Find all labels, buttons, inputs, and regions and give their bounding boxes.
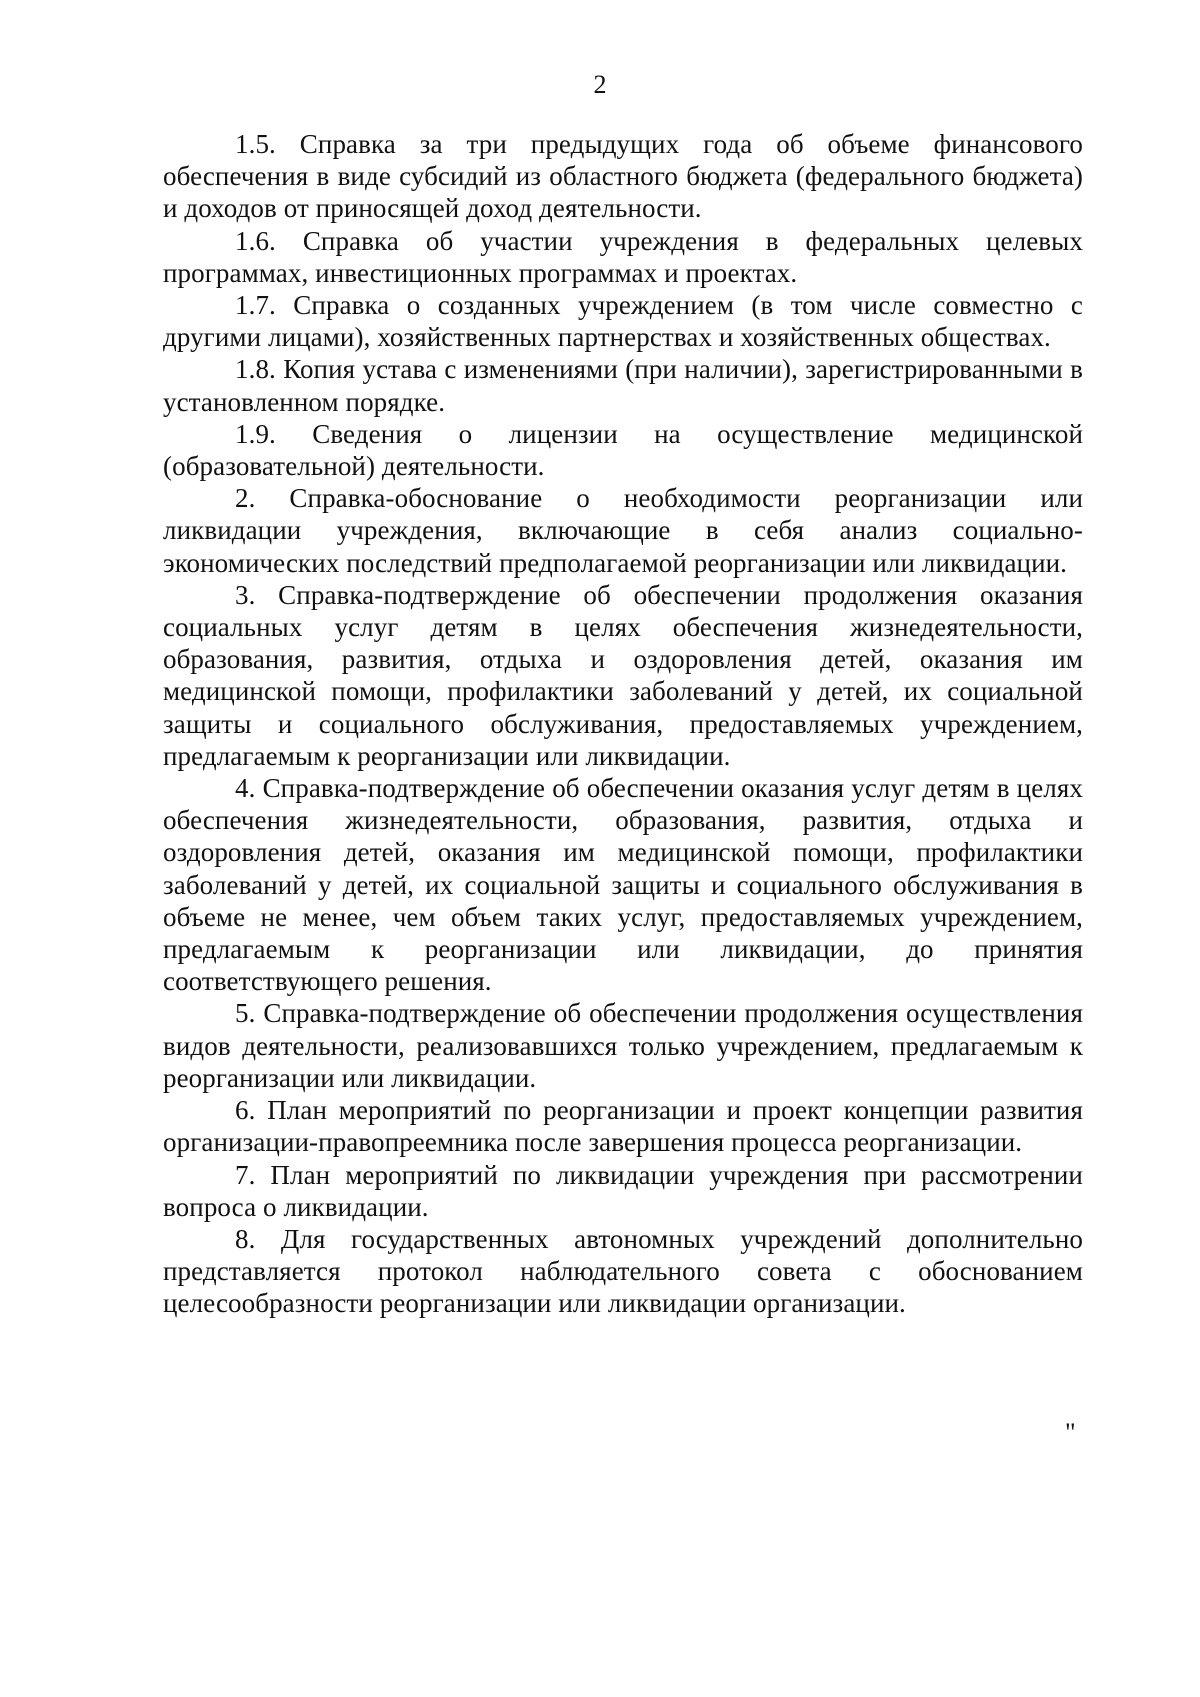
paragraph-1-5: 1.5. Справка за три предыдущих года об объеме финансового обеспечения в виде субсидий из областного бюджета (федерального бюджета) и доходов от приносящей доход деятельности. [163,129,1083,224]
paragraph-3: 3. Справка-подтверждение об обеспечении продолжения оказания социальных услуг детям в целях обеспечения жизнедеятельности, образования, развития, отдыха и оздоровления детей, оказания им медицинской помощи, профилактики заболеваний у детей, их социальной защиты и социального обслуживания, предоставляемых учреждением, предлагаемым к реорганизации или ликвидации. [163,579,1083,771]
closing-quote-mark: " [1065,1418,1076,1447]
paragraph-5: 5. Справка-подтверждение об обеспечении продолжения осуществления видов деятельности, реализовавшихся только учреждением, предлагаемым к реорганизации или ликвидации. [163,998,1083,1093]
paragraph-4: 4. Справка-подтверждение об обеспечении оказания услуг детям в целях обеспечения жизнедеятельности, образования, развития, отдыха и оздоровления детей, оказания им медицинской помощи, профилактики заболеваний у детей, их социальной защиты и социального обслуживания в объеме не менее, чем объем таких услуг, предоставляемых учреждением, предлагаемым к реорганизации или ликвидации, до принятия соответствующего решения. [163,773,1083,997]
paragraph-8: 8. Для государственных автономных учреждений дополнительно представляется протокол наблюдательного совета с обоснованием целесообразности реорганизации или ликвидации организации. [163,1223,1083,1319]
paragraph-6: 6. План мероприятий по реорганизации и проект концепции развития организации-правопреемника после завершения процесса реорганизации. [163,1095,1083,1158]
paragraph-2: 2. Справка-обоснование о необходимости реорганизации или ликвидации учреждения, включающие в себя анализ социально-экономических последствий предполагаемой реорганизации или ликвидации. [163,483,1083,578]
document-body [163,128,1083,1320]
paragraph-1-7: 1.7. Справка о созданных учреждением (в том числе совместно с другими лицами), хозяйственных партнерствах и хозяйственных обществах. [163,290,1083,353]
paragraph-1-6: 1.6. Справка об участии учреждения в федеральных целевых программах, инвестиционных программах и проектах. [163,225,1083,288]
paragraph-7: 7. План мероприятий по ликвидации учреждения при рассмотрении вопроса о ликвидации. [163,1159,1083,1222]
page-number: 2 [593,70,607,99]
paragraph-1-8: 1.8. Копия устава с изменениями (при наличии), зарегистрированными в установленном порядке. [163,354,1083,417]
paragraph-1-9: 1.9. Сведения о лицензии на осуществление медицинской (образовательной) деятельности. [163,418,1083,482]
